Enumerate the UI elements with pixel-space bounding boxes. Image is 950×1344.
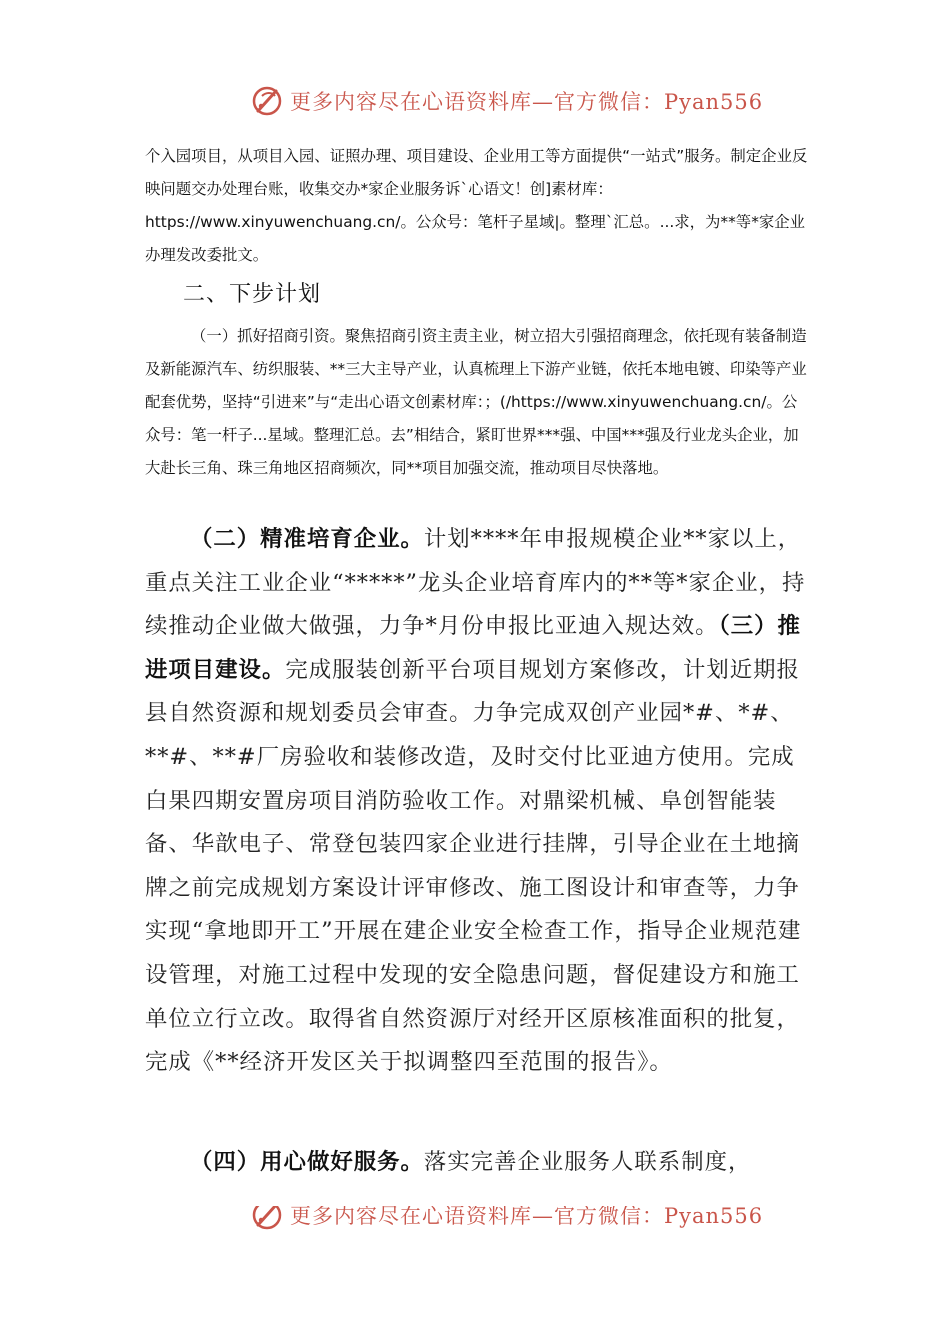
paragraph-investment [145, 320, 810, 485]
section-2-text: 计划****年申报规模企业**家以上，重点关注工业企业“*****”龙头企业培育库内的**等*家企业，持续推动企业做大做强，力争*月份申报比亚迪入规达效。 [145, 526, 806, 640]
paragraph-services [145, 140, 810, 272]
section-4-text: 落实完善企业服务人联系制度， [423, 1149, 752, 1175]
section-2-3-paragraph [145, 518, 810, 1085]
section-heading-next-plan: 二、下步计划 [183, 282, 322, 307]
paragraph-text: 个入园项目，从项目入园、证照办理、项目建设、企业用工等方面提供“一站式”服务。制定企业反映问题交办处理台账，收集交办*家企业服务诉`心语文！创]素材库：https://www.xinyuwenchuang.cn/。公众号：笔杆子星域|。整理`汇总。...求，为**等*家企业办理发改委批文。 [145, 147, 808, 264]
section-3-title: （三）推进项目建设。 [145, 613, 801, 683]
section-4-title: （四）用心做好服务。 [190, 1149, 424, 1175]
footer-watermark [250, 1206, 763, 1232]
pen-logo-icon [250, 1206, 284, 1232]
header-watermark [250, 84, 763, 118]
section-3-text: 完成服装创新平台项目规划方案修改，计划近期报县自然资源和规划委员会审查。力争完成双创产业园*#、*#、**#、**#厂房验收和装修改造，及时交付比亚迪方使用。完成白果四期安置房项目消防验收工作。对鼎梁机械、阜创智能装备、华歆电子、常登包装四家企业进行挂牌，引导企业在土地摘牌之前完成规划方案设计评审修改、施工图设计和审查等，力争实现“拿地即开工”开展在建企业安全检查工作，指导企业规范建设管理，对施工过程中发现的安全隐患问题，督促建设方和施工单位立行立改。取得省自然资源厅对经开区原核准面积的批复，完成《**经济开发区关于拟调整四至范围的报告》。 [145, 656, 802, 1076]
large-text-body [145, 518, 810, 1085]
watermark-text: 更多内容尽在心语资料库—官方微信：Pyan556 [290, 1206, 764, 1228]
section-2-title: （二）精准培育企业。 [190, 526, 424, 552]
section-4-paragraph [145, 1141, 810, 1185]
paragraph-text: （一）抓好招商引资。聚焦招商引资主责主业，树立招大引强招商理念，依托现有装备制造及新能源汽车、纺织服装、**三大主导产业，认真梳理上下游产业链，依托本地电镀、印染等产业配套优势，坚持“引进来”与“走出心语文创素材库：；(/https://www.xinyuwenchuang.cn/。公众号：笔一杆子...星域。整理汇总。去”相结合，紧盯世界***强、中国***强及行业龙头企业，加大赴长三角、珠三角地区招商频次，同**项目加强交流，推动项目尽快落地。 [145, 327, 807, 477]
watermark-text: 更多内容尽在心语资料库—官方微信：Pyan556 [290, 90, 764, 114]
pen-logo-icon [250, 84, 284, 118]
section-4-block [145, 1141, 810, 1185]
